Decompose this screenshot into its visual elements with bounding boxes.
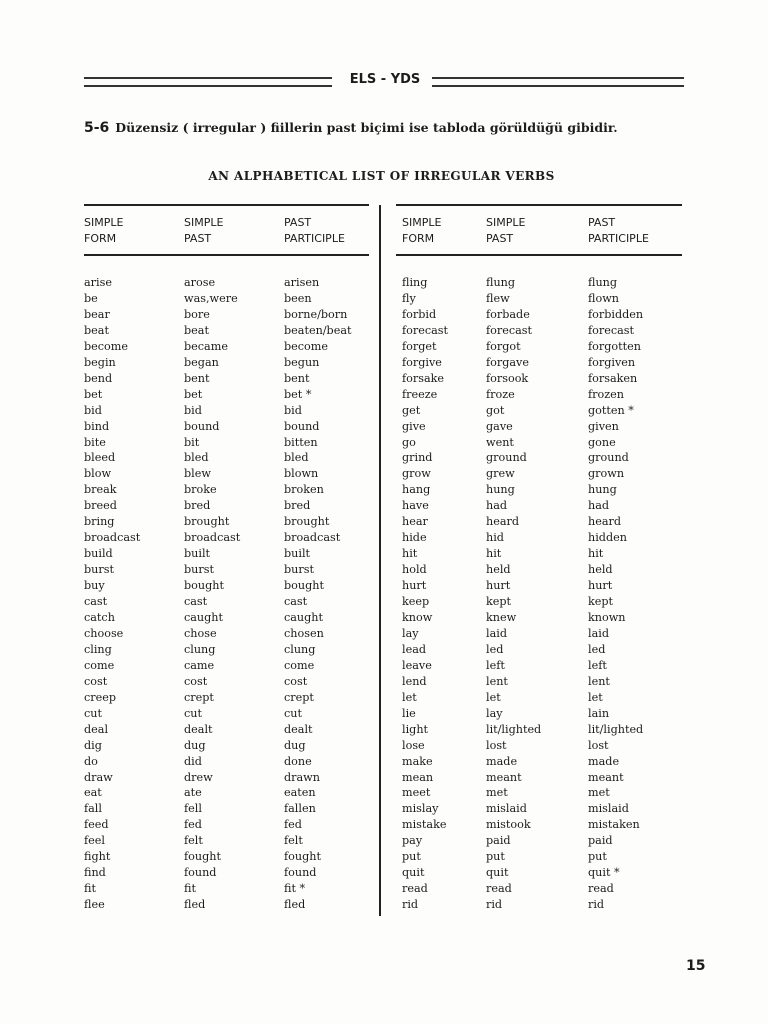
verb-past-participle: become [284,339,329,353]
column-header-line: PAST [284,216,312,229]
verb-simple-past: let [486,690,501,704]
verb-past-participle: made [588,754,620,768]
verb-simple-form: lie [402,706,416,720]
verb-simple-past: drew [184,770,213,784]
header-rule-right [432,77,684,87]
verb-simple-form: catch [84,611,115,624]
verb-past-participle: forgiven [588,355,636,369]
verb-past-participle: kept [588,595,614,608]
verb-simple-form: bet [84,387,103,401]
verb-simple-form: keep [402,595,430,608]
verb-simple-form: flee [84,898,105,911]
verb-past-participle: beaten/beat [284,323,352,337]
verb-simple-past: led [486,642,504,656]
verb-simple-past: grew [486,467,515,481]
verb-simple-past: ground [486,451,527,465]
verb-simple-past: heard [486,515,520,529]
verb-simple-form: bring [84,515,115,529]
verb-simple-form: light [402,722,429,736]
column-header-simple-form [84,215,123,247]
verb-simple-past: kept [486,595,512,608]
column-header-simple-form [402,215,441,247]
verb-simple-past: hurt [486,579,511,592]
verb-simple-form: buy [84,579,105,592]
verb-past-participle: come [284,658,315,672]
verb-simple-form: bind [84,419,110,433]
verb-simple-past: fit [184,882,196,896]
column-header-line: SIMPLE [84,216,124,229]
verb-simple-past: flung [486,276,516,289]
verb-simple-past: quit [486,866,509,880]
verb-simple-form: hold [402,563,427,577]
verb-simple-form: leave [402,658,432,672]
verb-simple-form: mistake [402,818,447,832]
verb-simple-form: have [402,499,429,513]
verb-simple-form: cost [84,674,108,688]
verb-simple-past: lay [486,706,503,720]
verb-simple-past: froze [486,387,515,401]
verb-simple-past: brought [184,515,230,529]
verb-simple-past: forecast [486,323,533,337]
verb-simple-form: broadcast [84,531,141,545]
verb-simple-past: fled [184,898,206,911]
verb-simple-past: left [486,658,505,672]
verb-simple-past: mislaid [486,802,527,816]
verb-simple-past: rid [486,898,503,911]
verb-simple-form: bear [84,307,110,321]
verb-past-participle: cost [284,674,308,688]
verb-past-participle: flown [588,291,619,305]
verb-past-participle: cast [284,595,308,608]
verb-past-participle: hit [588,547,604,561]
verb-simple-past: lit/lighted [486,722,542,736]
verb-simple-past: hid [486,531,504,545]
verb-simple-form: feed [84,818,109,832]
verb-past-participle: hidden [588,531,627,545]
verb-simple-past: chose [184,626,217,640]
verb-past-participle: flung [588,276,618,289]
verb-simple-form: break [84,483,117,497]
section-number: 5-6 [84,120,110,136]
verb-simple-form: know [402,611,433,624]
verb-past-participle: frozen [588,387,624,401]
verb-simple-past: found [184,866,217,880]
verb-past-participle: lit/lighted [588,722,644,736]
verb-simple-past: gave [486,419,513,433]
verb-past-participle: lost [588,738,609,752]
verb-simple-past: forsook [486,371,529,385]
verb-simple-form: bend [84,371,113,385]
verb-simple-past: read [486,882,512,896]
verb-past-participle: meant [588,770,624,784]
verb-past-participle: blown [284,467,319,481]
verb-simple-past: met [486,786,508,800]
column-header-line: FORM [402,232,435,245]
verb-simple-form: blow [84,467,112,481]
verb-simple-form: give [402,419,426,433]
verb-simple-form: dig [84,738,102,752]
verb-simple-past: blew [184,467,211,481]
verb-simple-form: meet [402,786,431,800]
verb-past-participle: put [588,850,607,864]
verb-past-participle: lain [588,706,610,720]
verb-simple-form: bleed [84,451,116,465]
column-header-past-participle [284,215,345,247]
verb-simple-form: forget [402,339,437,353]
verb-simple-form: fling [402,276,428,289]
verb-past-participle: bled [284,451,309,465]
verb-simple-form: read [402,882,428,896]
column-header-line: PAST [486,232,514,245]
verb-past-participle: dealt [284,722,313,736]
verb-simple-form: do [84,754,98,768]
verb-past-participle: paid [588,834,613,848]
verb-past-participle: fallen [284,802,316,816]
verb-simple-past: dealt [184,722,213,736]
verb-simple-form: pay [402,834,423,848]
verb-simple-form: fight [84,850,111,864]
verb-past-participle: arisen [284,276,320,289]
table-top-rule-right [396,204,682,206]
verb-past-participle: fought [284,850,321,864]
verb-simple-form: lose [402,738,425,752]
verb-past-participle: done [284,754,312,768]
column-header-line: PARTICIPLE [284,232,345,245]
verb-simple-form: hear [402,515,428,529]
verb-past-participle: let [588,690,603,704]
verb-simple-form: hang [402,483,431,497]
verb-past-participle: felt [284,834,303,848]
verb-simple-past: felt [184,834,203,848]
header-rule-left [84,77,332,87]
verb-simple-past: bent [184,371,210,385]
verb-past-participle: borne/born [284,307,348,321]
verb-simple-form: choose [84,626,124,640]
verb-past-participle: been [284,291,312,305]
verb-simple-past: got [486,403,505,417]
verb-past-participle: had [588,499,610,513]
verb-simple-past: bid [184,403,202,417]
verb-simple-past: crept [184,690,214,704]
verb-simple-form: mislay [402,802,439,816]
verb-past-participle: begun [284,355,320,369]
verb-past-participle: laid [588,626,609,640]
verb-past-participle: caught [284,611,324,624]
verb-simple-past: burst [184,563,214,577]
verb-simple-past: forbade [486,307,530,321]
verb-simple-form: hide [402,531,427,545]
verb-simple-form: lead [402,642,427,656]
verb-simple-past: forgot [486,339,521,353]
verb-past-participle: rid [588,898,605,911]
verb-simple-form: be [84,291,98,305]
verb-simple-form: fall [84,802,102,816]
verb-simple-past: built [184,547,211,561]
verb-simple-past: paid [486,834,511,848]
column-header-simple-past [486,215,525,247]
verb-simple-past: fed [184,818,202,832]
verb-simple-form: beat [84,323,109,337]
verb-simple-form: creep [84,690,117,704]
column-header-line: PAST [184,232,212,245]
verb-simple-form: hit [402,547,418,561]
verb-simple-past: became [184,339,228,353]
verb-simple-form: grow [402,467,431,481]
verb-simple-form: cling [84,642,112,656]
verb-simple-form: come [84,658,115,672]
verb-past-participle: known [588,611,626,624]
verb-past-participle: left [588,658,607,672]
verb-simple-past: cast [184,595,208,608]
verb-simple-past: cost [184,674,208,688]
verb-past-participle: chosen [284,626,324,640]
verb-simple-past: clung [184,642,216,656]
verb-past-participle: met [588,786,610,800]
verb-past-participle: found [284,866,317,880]
verb-simple-past: hit [486,547,502,561]
verb-simple-past: meant [486,770,522,784]
column-header-line: FORM [84,232,117,245]
verb-simple-past: bound [184,419,220,433]
column-header-line: SIMPLE [184,216,224,229]
column-header-line: PARTICIPLE [588,232,649,245]
verb-past-participle: fed [284,818,302,832]
verb-simple-past: laid [486,626,507,640]
verb-past-participle: bet * [284,387,312,401]
verb-simple-form: fit [84,882,96,896]
verb-simple-past: fought [184,850,221,864]
verb-past-participle: clung [284,642,316,656]
verb-past-participle: hung [588,483,617,497]
column-header-simple-past [184,215,223,247]
verb-past-participle: bound [284,419,320,433]
verb-simple-past: arose [184,276,216,289]
table-header-rule-right [396,254,682,256]
verb-past-participle: drawn [284,770,320,784]
verb-simple-form: find [84,866,106,880]
verb-simple-past: held [486,563,511,577]
verb-simple-form: fly [402,291,416,305]
verb-past-participle: gotten * [588,403,634,417]
verb-past-participle: brought [284,515,330,529]
verb-past-participle: grown [588,467,625,481]
verb-past-participle: bid [284,403,302,417]
verb-past-participle: quit * [588,866,620,880]
verb-past-participle: crept [284,690,314,704]
verb-simple-form: make [402,754,433,768]
verb-simple-past: flew [486,291,510,305]
verb-past-participle: forgotten [588,339,641,353]
verb-simple-form: forsake [402,371,445,385]
verb-simple-form: begin [84,355,116,369]
verb-simple-past: forgave [486,355,529,369]
verb-past-participle: bent [284,371,310,385]
verb-simple-form: freeze [402,387,438,401]
verb-simple-form: quit [402,866,425,880]
verb-simple-form: put [402,850,421,864]
verb-simple-past: was,were [184,291,238,305]
verb-simple-form: draw [84,770,113,784]
table-header-rule-left [84,254,369,256]
verb-simple-form: lend [402,674,427,688]
verb-simple-form: breed [84,499,117,513]
verb-simple-form: build [84,547,113,561]
verb-simple-past: beat [184,323,209,337]
verb-simple-form: hurt [402,579,427,592]
section-text: Düzensiz ( irregular ) fiillerin past biçimi ise tabloda görüldüğü gibidir. [115,120,618,135]
table-top-rule-left [84,204,369,206]
verb-simple-form: forecast [402,323,449,337]
verb-simple-past: put [486,850,505,864]
verb-simple-form: get [402,403,421,417]
verb-past-participle: lent [588,674,610,688]
verb-past-participle: bitten [284,435,318,449]
verb-simple-past: bred [184,499,211,513]
verb-simple-past: broke [184,483,217,497]
verb-simple-past: went [486,435,514,449]
verb-past-participle: led [588,642,606,656]
verb-past-participle: fled [284,898,306,911]
verb-simple-past: began [184,355,219,369]
verb-simple-past: made [486,754,518,768]
column-header-past-participle [588,215,649,247]
table-center-divider [379,205,381,916]
verb-simple-form: feel [84,834,105,848]
verb-past-participle: forbidden [588,307,644,321]
verb-simple-past: had [486,499,508,513]
verb-simple-form: let [402,690,417,704]
verb-simple-form: go [402,435,416,449]
verb-past-participle: cut [284,706,302,720]
verb-simple-past: hung [486,483,515,497]
header-title: ELS - YDS [349,72,421,87]
verb-simple-past: mistook [486,818,531,832]
verb-past-participle: bought [284,579,324,592]
verb-simple-form: mean [402,770,434,784]
verb-simple-past: ate [184,786,202,800]
verb-simple-past: bet [184,387,203,401]
verb-past-participle: hurt [588,579,613,592]
verb-past-participle: ground [588,451,629,465]
verb-past-participle: read [588,882,614,896]
verb-simple-form: forgive [402,355,442,369]
verb-simple-past: lent [486,674,508,688]
verb-simple-past: caught [184,611,224,624]
verb-past-participle: given [588,419,619,433]
verb-simple-form: arise [84,276,112,289]
verb-simple-past: came [184,658,215,672]
verb-past-participle: bred [284,499,311,513]
verb-simple-form: cast [84,595,108,608]
verb-simple-form: bite [84,435,106,449]
verb-past-participle: held [588,563,613,577]
verb-past-participle: burst [284,563,314,577]
verb-past-participle: eaten [284,786,316,800]
verb-simple-past: did [184,754,202,768]
verb-simple-form: burst [84,563,114,577]
verb-simple-past: bought [184,579,224,592]
column-header-line: PAST [588,216,616,229]
section-heading [84,120,618,136]
list-title: AN ALPHABETICAL LIST OF IRREGULAR VERBS [208,169,555,183]
verb-past-participle: mislaid [588,802,629,816]
verb-past-participle: mistaken [588,818,640,832]
verb-simple-form: become [84,339,129,353]
verb-simple-form: rid [402,898,419,911]
column-header-line: SIMPLE [402,216,442,229]
verb-simple-form: cut [84,706,102,720]
verb-simple-form: forbid [402,307,437,321]
verb-simple-past: bled [184,451,209,465]
verb-simple-past: bit [184,435,200,449]
verb-simple-form: grind [402,451,433,465]
verb-simple-past: bore [184,307,210,321]
verb-simple-form: deal [84,722,109,736]
verb-simple-past: fell [184,802,202,816]
verb-past-participle: gone [588,435,616,449]
verb-past-participle: dug [284,738,306,752]
page-number: 15 [686,958,706,974]
verb-past-participle: forecast [588,323,635,337]
verb-past-participle: forsaken [588,371,638,385]
verb-simple-form: eat [84,786,102,800]
verb-simple-past: dug [184,738,206,752]
verb-simple-past: knew [486,611,517,624]
verb-past-participle: broken [284,483,324,497]
verb-simple-past: broadcast [184,531,241,545]
verb-past-participle: built [284,547,311,561]
verb-simple-past: cut [184,706,202,720]
verb-past-participle: broadcast [284,531,341,545]
verb-simple-form: bid [84,403,102,417]
verb-past-participle: fit * [284,882,306,896]
verb-simple-past: lost [486,738,507,752]
column-header-line: SIMPLE [486,216,526,229]
verb-simple-form: lay [402,626,419,640]
verb-past-participle: heard [588,515,622,529]
